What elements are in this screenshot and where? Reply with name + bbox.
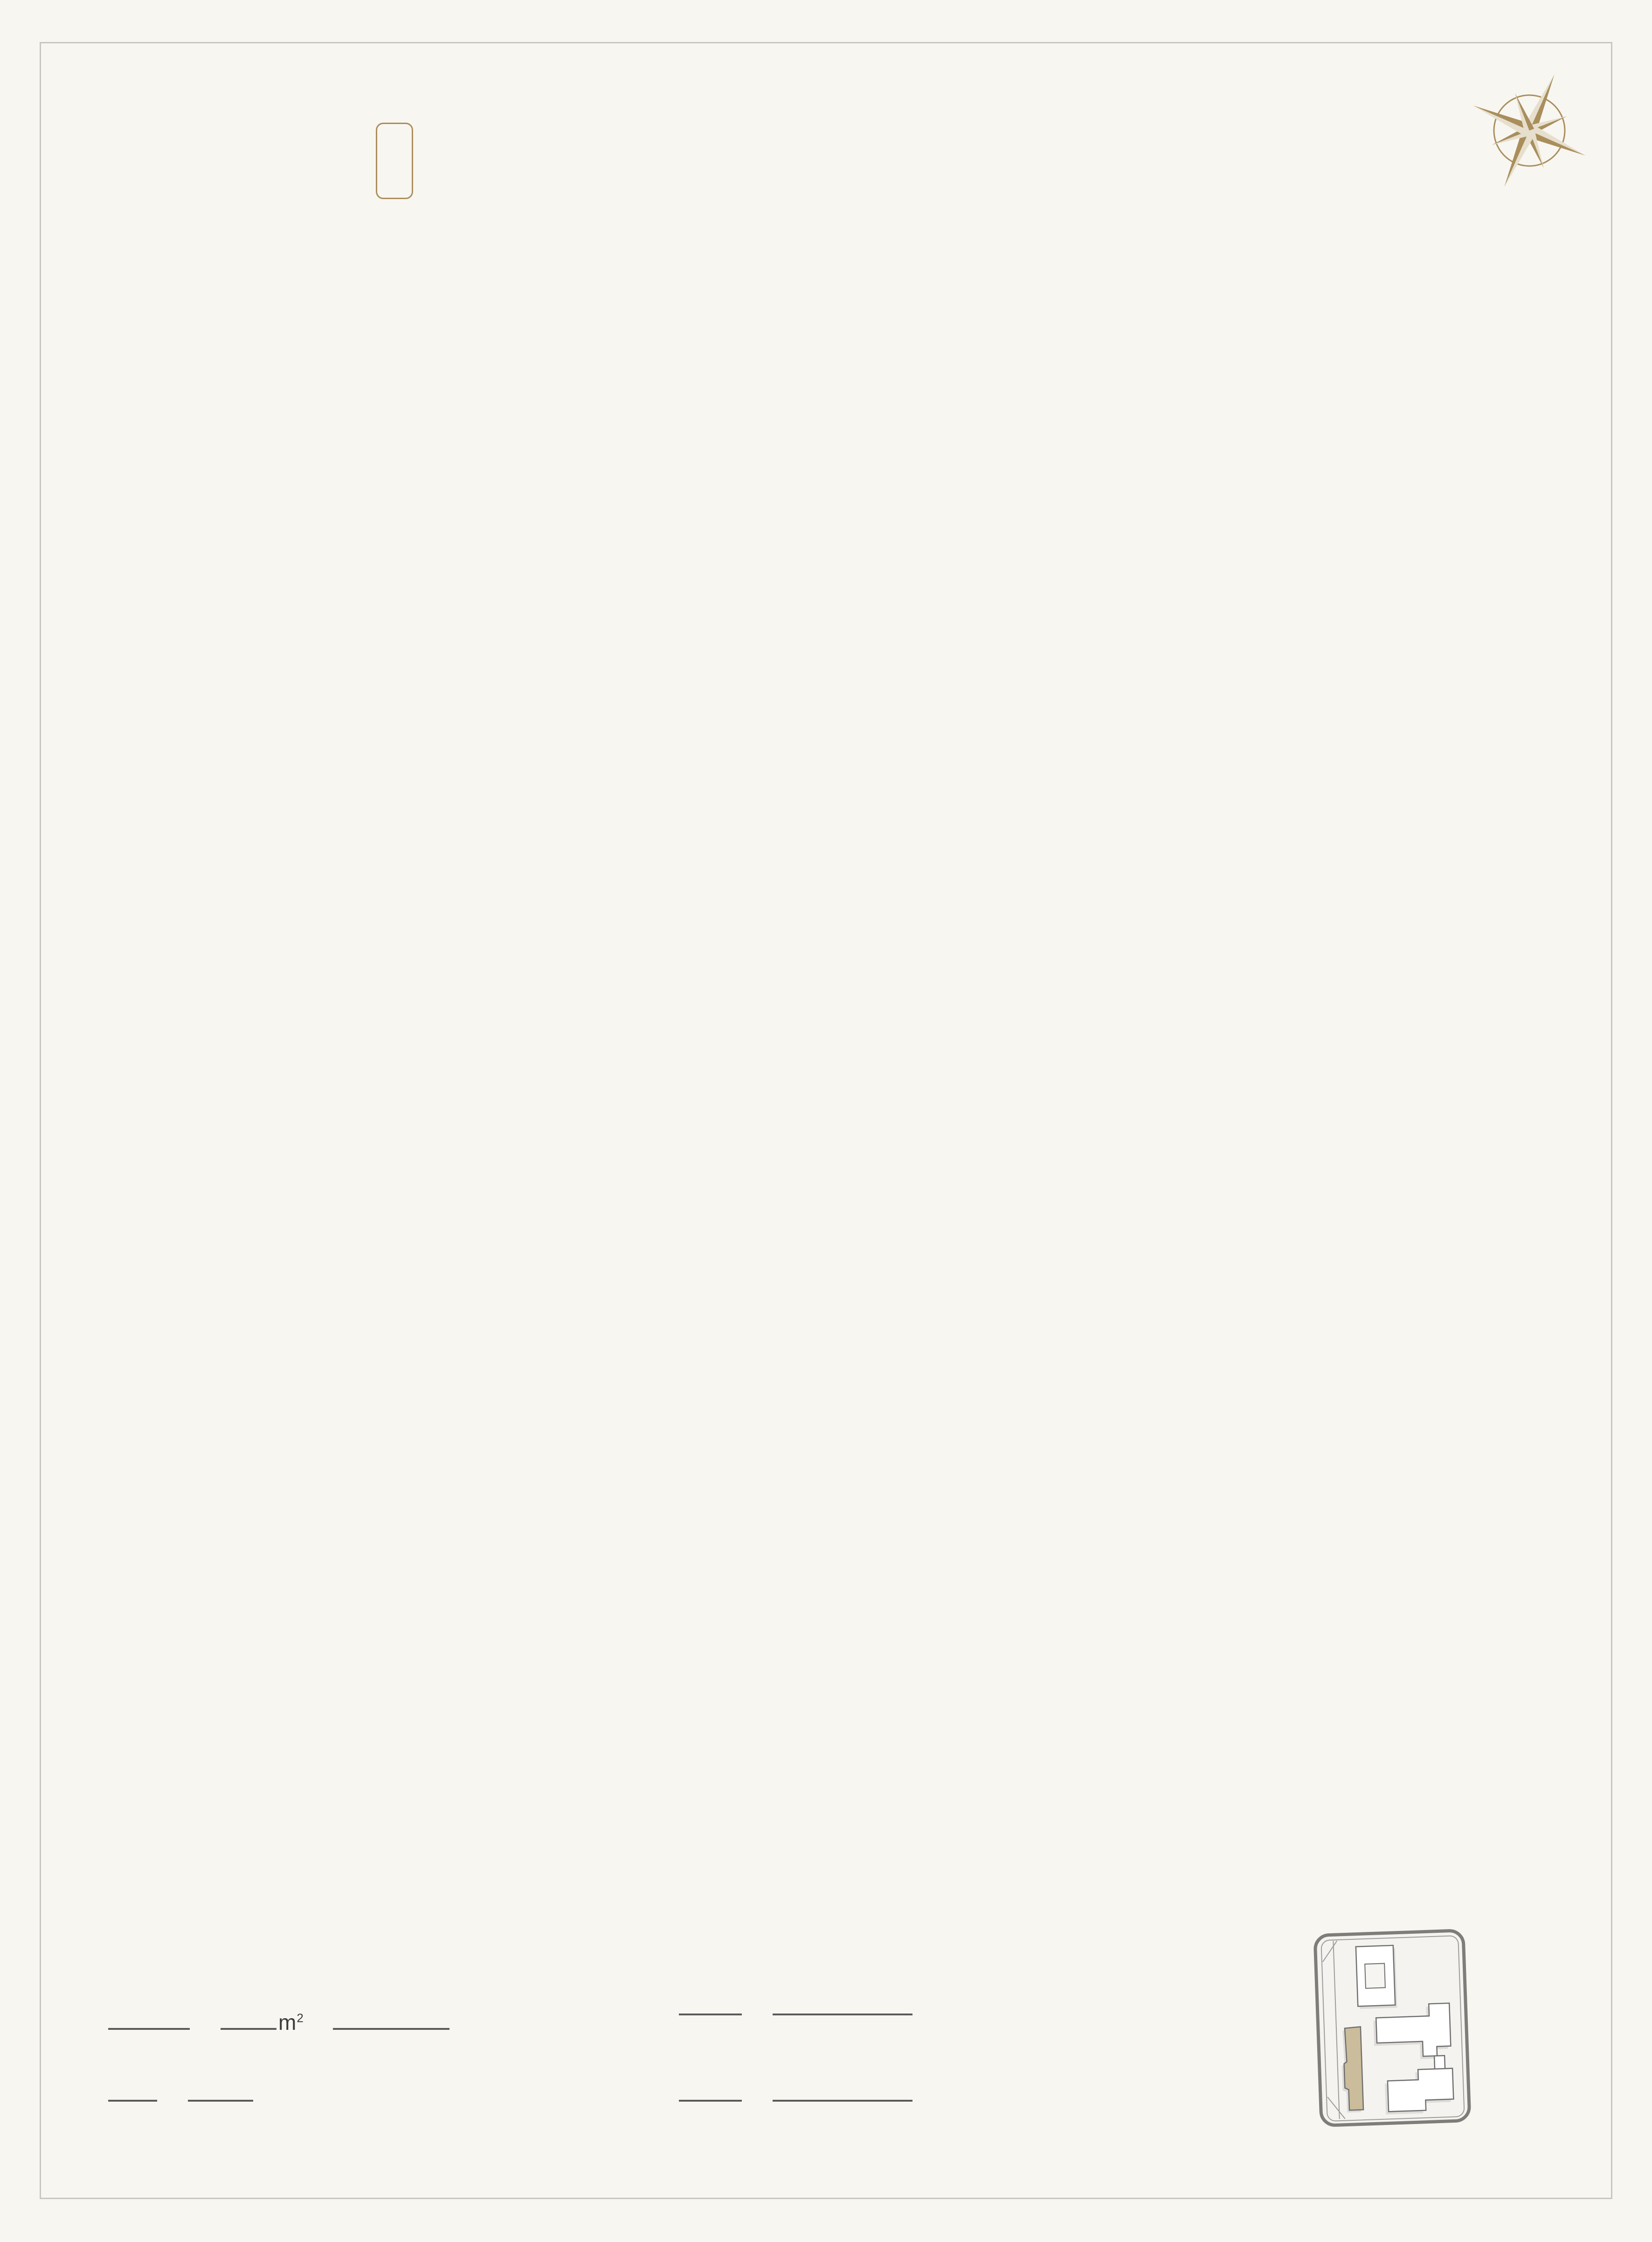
form-row-1-right bbox=[677, 2010, 914, 2015]
form-row-2-right bbox=[677, 2096, 914, 2102]
compass-icon bbox=[1455, 56, 1604, 205]
page-frame bbox=[40, 42, 1612, 2199]
office-tag-badge bbox=[376, 123, 413, 199]
blank-line bbox=[773, 2010, 912, 2015]
form-row-2-left bbox=[106, 2096, 255, 2102]
blank-line bbox=[333, 2024, 449, 2030]
site-key-map bbox=[1313, 1928, 1473, 2129]
blank-line bbox=[108, 2024, 190, 2030]
blank-line bbox=[679, 2096, 742, 2102]
header bbox=[106, 96, 164, 232]
field-unit: $m^2$ bbox=[278, 2010, 304, 2034]
blank-line bbox=[188, 2096, 253, 2102]
blank-line bbox=[773, 2096, 912, 2102]
blank-line bbox=[679, 2010, 742, 2015]
blank-line bbox=[221, 2024, 276, 2030]
form-row-1-left bbox=[106, 2010, 451, 2035]
blank-line bbox=[108, 2096, 157, 2102]
